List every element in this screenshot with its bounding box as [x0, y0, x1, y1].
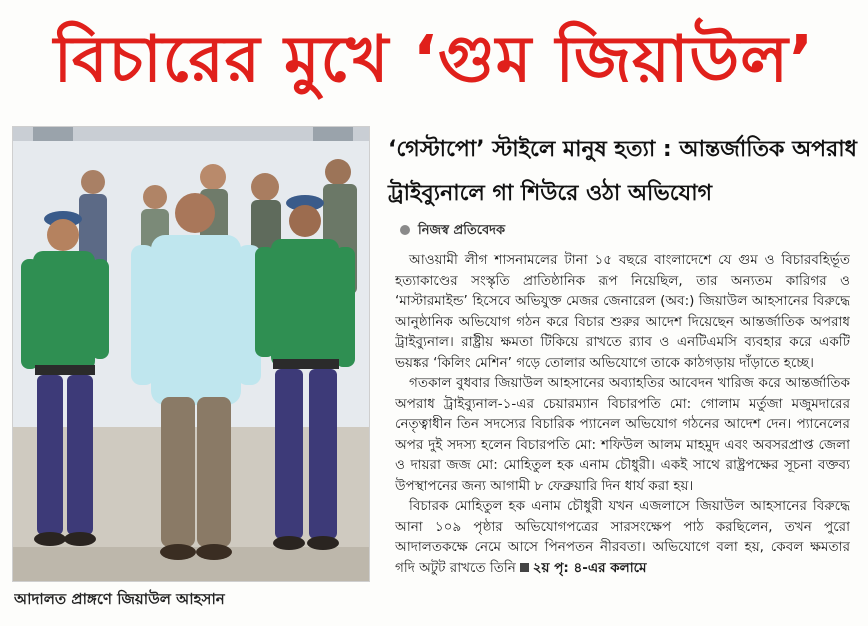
- photo-illustration: [13, 127, 369, 581]
- bullet-icon: [400, 225, 410, 235]
- article-paragraph: [395, 496, 850, 578]
- photo-caption: আদালত প্রাঙ্গণে জিয়াউল আহসান: [14, 590, 225, 608]
- square-bullet-icon: [520, 563, 529, 572]
- subheadline: ‘গেস্টাপো’ স্টাইলে মানুষ হত্যা : আন্তর্জাতিক অপরাধ ট্রাইব্যুনালে গা শিউরে ওঠা অভিযোগ: [388, 137, 857, 206]
- continuation-text: ২য় পৃ: ৪-এর কলামে: [532, 559, 647, 576]
- article-paragraph: গতকাল বুধবার জিয়াউল আহসানের অব্যাহতির আবেদন খারিজ করে আন্তর্জাতিক অপরাধ ট্রাইব্যুনাল-১-এর চেয়ারম্যান বিচারপতি মো: গোলাম মর্তুজা মজুমদারের নেতৃত্বাধীন তিন সদস্যের বিচারিক প্যানেল অভিযোগ গঠনের আদেশ দেন। প্যানেলের অপর দুই সদস্য হলেন বিচারপতি মো: শফিউল আলম মাহমুদ এবং অবসরপ্রাপ্ত জেলা ও দায়রা জজ মো: মোহিতুল হক এনাম চৌধুরী। একই সাথে রাষ্ট্রপক্ষের সূচনা বক্তব্য উপস্থাপনের জন্য আগামী ৮ ফেব্রুয়ারি দিন ধার্য করা হয়।: [395, 375, 850, 494]
- news-photo: [12, 126, 370, 582]
- headline: বিচারের মুখে ‘গুম জিয়াউল’: [53, 23, 815, 97]
- article-paragraph: আওয়ামী লীগ শাসনামলের টানা ১৫ বছরে বাংলাদেশে যে গুম ও বিচারবহির্ভূত হত্যাকাণ্ডের সংস্কৃতি প্রাতিষ্ঠানিক রূপ নিয়েছিল, তার অন্যতম কারিগর ও ‘মাস্টারমাইন্ড’ হিসেবে অভিযুক্ত মেজর জেনারেল (অব:) জিয়াউল আহসানের বিরুদ্ধে আনুষ্ঠানিক অভিযোগ গঠন করে বিচার শুরুর আদেশ দিয়েছেন আন্তর্জাতিক অপরাধ ট্রাইব্যুনাল। রাষ্ট্রীয় ক্ষমতা টিকিয়ে রাখতে র‍্যাব ও এনটিএমসি ব্যবহার করে একটি ভয়ঙ্কর ‘কিলিং মেশিন’ গড়ে তোলার অভিযোগে তাকে কাঠগড়ায় দাঁড়াতে হচ্ছে।: [395, 252, 850, 371]
- continuation-jump: [516, 560, 647, 576]
- byline-text: নিজস্ব প্রতিবেদক: [418, 223, 506, 238]
- article-body: [395, 250, 850, 610]
- article-paragraph-text: বিচারক মোহিতুল হক এনাম চৌধুরী যখন এজলাসে জিয়াউল আহসানের বিরুদ্ধে আনা ১০৯ পৃষ্ঠার অভিযোগপত্রের সারসংক্ষেপ পাঠ করছিলেন, তখন পুরো আদালতকক্ষে নেমে আসে পিনপতন নীরবতা। অভিযোগে বলা হয়, কেবল ক্ষমতার গদি অটুট রাখতে তিনি: [395, 498, 850, 576]
- byline: [400, 220, 840, 242]
